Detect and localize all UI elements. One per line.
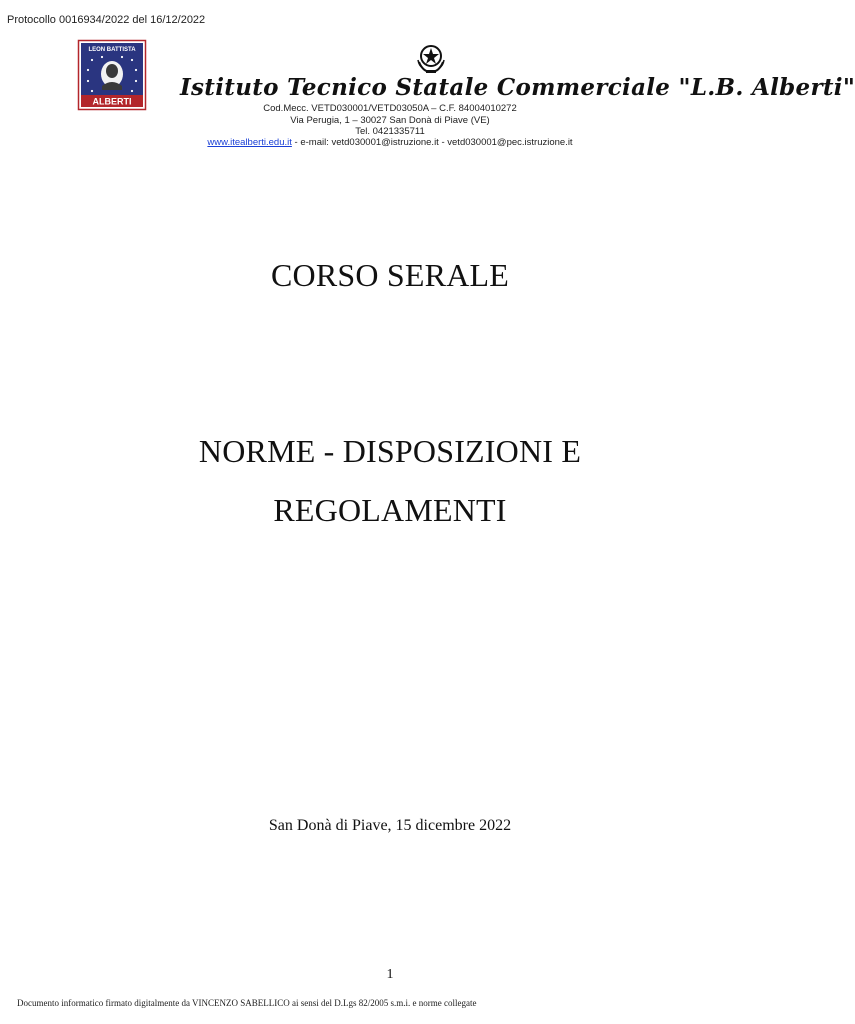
logo-top-text: LEON BATTISTA [88,47,136,53]
document-title: CORSO SERALE [271,257,509,293]
page-number: 1 [386,967,394,982]
address-line-phone: Tel. 0421335711 [355,126,425,137]
document-subtitle-line-1: NORME - DISPOSIZIONI E [198,433,582,469]
school-logo [78,40,146,110]
website-link[interactable]: www.itealberti.edu.it [207,137,292,148]
portrait-icon [101,61,123,90]
school-name: Istituto Tecnico Statale Commerciale "L.B. Alberti" [180,74,855,101]
address-line-codes: Cod.Mecc. VETD030001/VETD03050A – C.F. 84004010272 [263,103,517,114]
document-subtitle-line-2: REGOLAMENTI [273,492,507,528]
digital-signature-note: Documento informatico firmato digitalmente da VINCENZO SABELLICO ai sensi del D.Lgs 82/2005 s.m.i. e norme collegate [17,998,477,1008]
address-line-street: Via Perugia, 1 – 30027 San Donà di Piave (VE) [290,115,490,126]
contact-line [185,137,595,148]
republic-emblem-icon [413,40,449,76]
place-date: San Donà di Piave, 15 dicembre 2022 [268,817,512,834]
protocol-number: Protocollo 0016934/2022 del 16/12/2022 [7,14,206,26]
logo-bottom-text: ALBERTI [92,96,132,107]
email-contacts: - e-mail: vetd030001@istruzione.it - vetd030001@pec.istruzione.it [291,137,573,148]
